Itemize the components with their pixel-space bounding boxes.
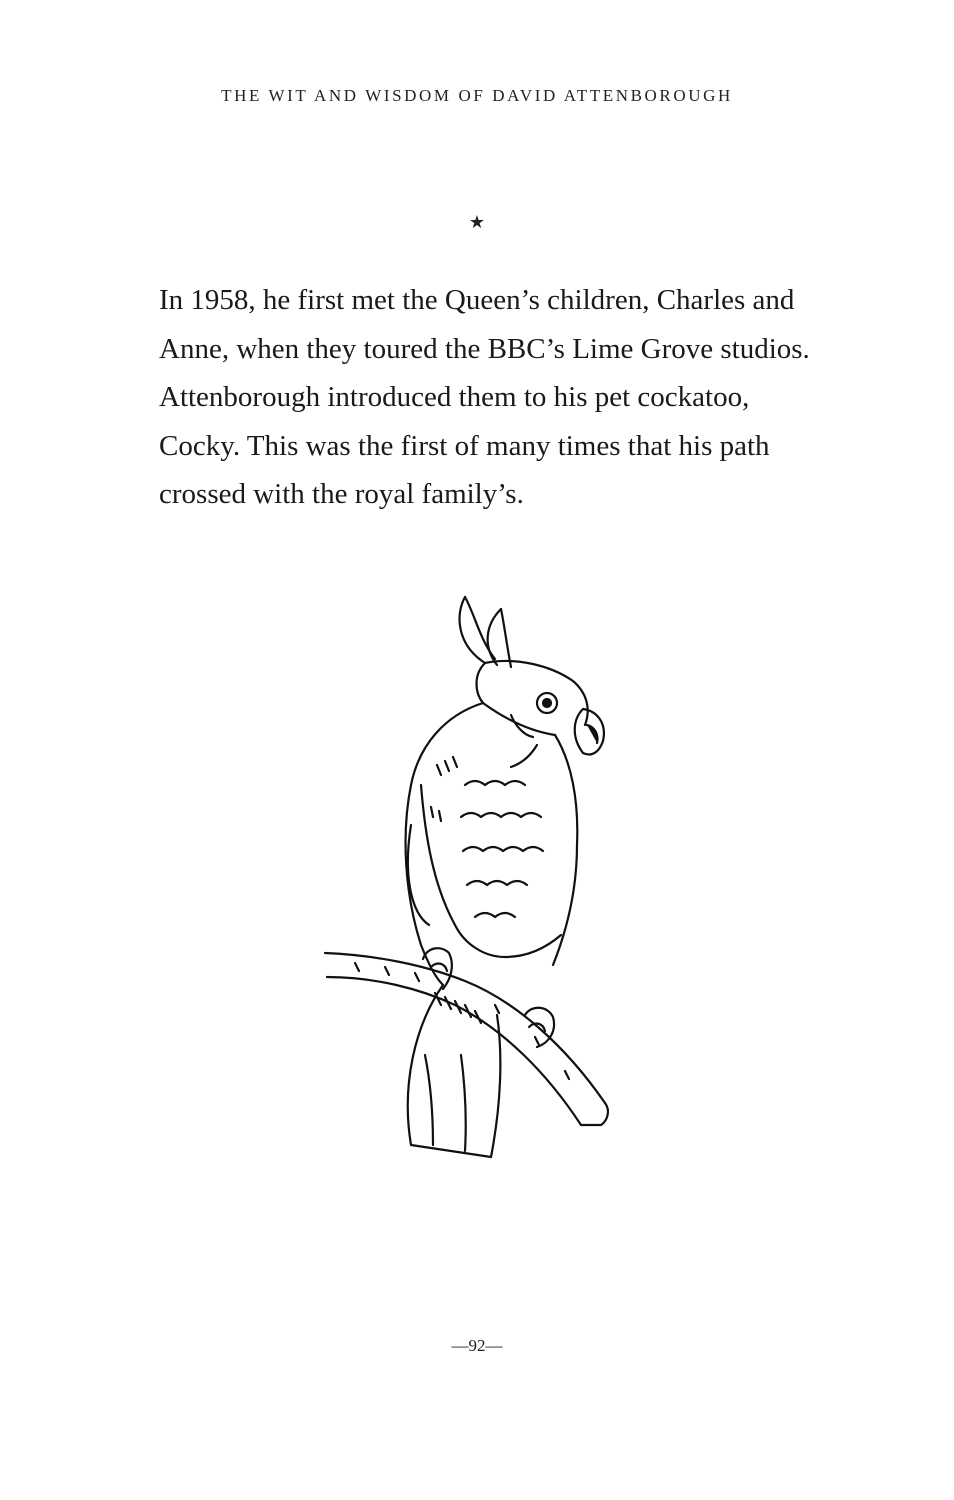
page-number: —92—: [451, 1336, 503, 1355]
paragraph-line: Anne, when they toured the BBC’s Lime Grove studios.: [159, 332, 810, 365]
cockatoo-illustration: [315, 585, 625, 1165]
paragraph-line: Cocky. This was the first of many times that his path: [159, 429, 770, 462]
section-break-star: ★: [468, 212, 486, 233]
paragraph-line: In 1958, he first met the Queen’s children, Charles and: [159, 284, 795, 316]
running-head: THE WIT AND WISDOM OF DAVID ATTENBOROUGH: [221, 86, 733, 105]
body-paragraph: [159, 276, 849, 519]
paragraph-line: crossed with the royal family’s.: [159, 478, 524, 510]
paragraph-line: Attenborough introduced them to his pet cockatoo,: [159, 381, 750, 413]
